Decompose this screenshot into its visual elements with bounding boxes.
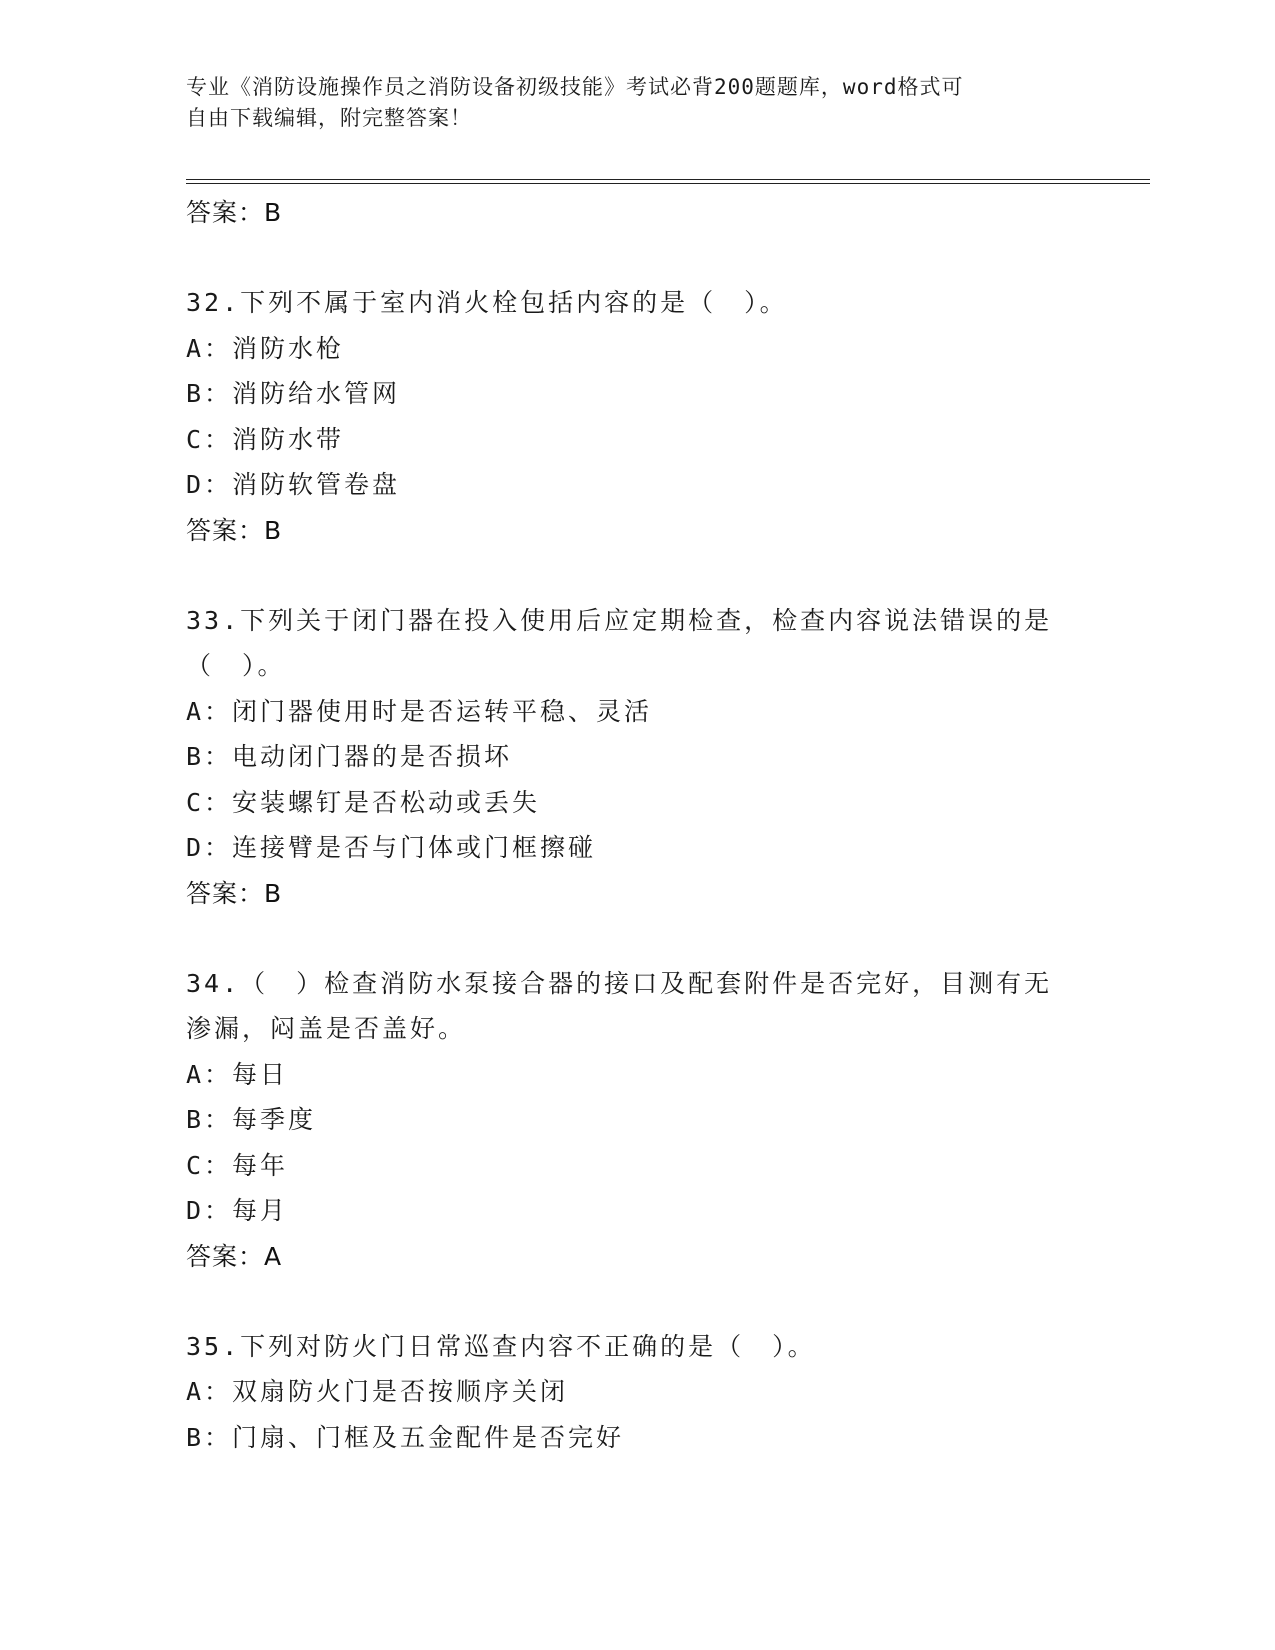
option-a: A：消防水枪 (186, 333, 345, 363)
previous-answer: 答案：B (186, 198, 283, 227)
question-block (186, 961, 1086, 1279)
question-block (186, 598, 1086, 916)
option-d: D：消防软管卷盘 (186, 470, 401, 499)
answer-label: 答案：B (186, 515, 283, 545)
option-b: B：电动闭门器的是否损坏 (186, 742, 513, 771)
question-text: 35.下列对防火门日常巡查内容不正确的是（ ）。 (186, 1331, 816, 1361)
question-block (186, 280, 1086, 553)
option-a: A：双扇防火门是否按顺序关闭 (186, 1377, 569, 1406)
option-a: A：闭门器使用时是否运转平稳、灵活 (186, 696, 653, 726)
header-divider-top (186, 179, 1150, 180)
option-b: B：每季度 (186, 1105, 317, 1134)
option-b: B：门扇、门框及五金配件是否完好 (186, 1422, 625, 1452)
header-title-line-1: 专业《消防设施操作员之消防设备初级技能》考试必背200题题库，word格式可 (186, 75, 964, 99)
answer-label: 答案：B (186, 878, 283, 908)
answer-label: 答案：A (186, 1241, 283, 1271)
option-c: C：消防水带 (186, 424, 345, 454)
question-block (186, 1324, 1086, 1461)
option-a: A：每日 (186, 1059, 289, 1089)
option-c: C：每年 (186, 1150, 289, 1180)
option-d: D：每月 (186, 1196, 289, 1225)
option-b: B：消防给水管网 (186, 379, 401, 408)
option-c: C：安装螺钉是否松动或丢失 (186, 787, 541, 817)
question-text: 32.下列不属于室内消火栓包括内容的是（ ）。 (186, 288, 788, 317)
document-header (186, 72, 1066, 134)
question-text: 33.下列关于闭门器在投入使用后应定期检查，检查内容说法错误的是（ ）。 (186, 605, 1053, 680)
header-divider-bottom (186, 183, 1150, 184)
question-text: 34.（ ）检查消防水泵接合器的接口及配套附件是否完好，目测有无渗漏，闷盖是否盖好。 (186, 968, 1053, 1043)
header-title-line-2: 自由下载编辑，附完整答案！ (186, 106, 472, 130)
question-list (186, 190, 1086, 1460)
option-d: D：连接臂是否与门体或门框擦碰 (186, 833, 597, 862)
